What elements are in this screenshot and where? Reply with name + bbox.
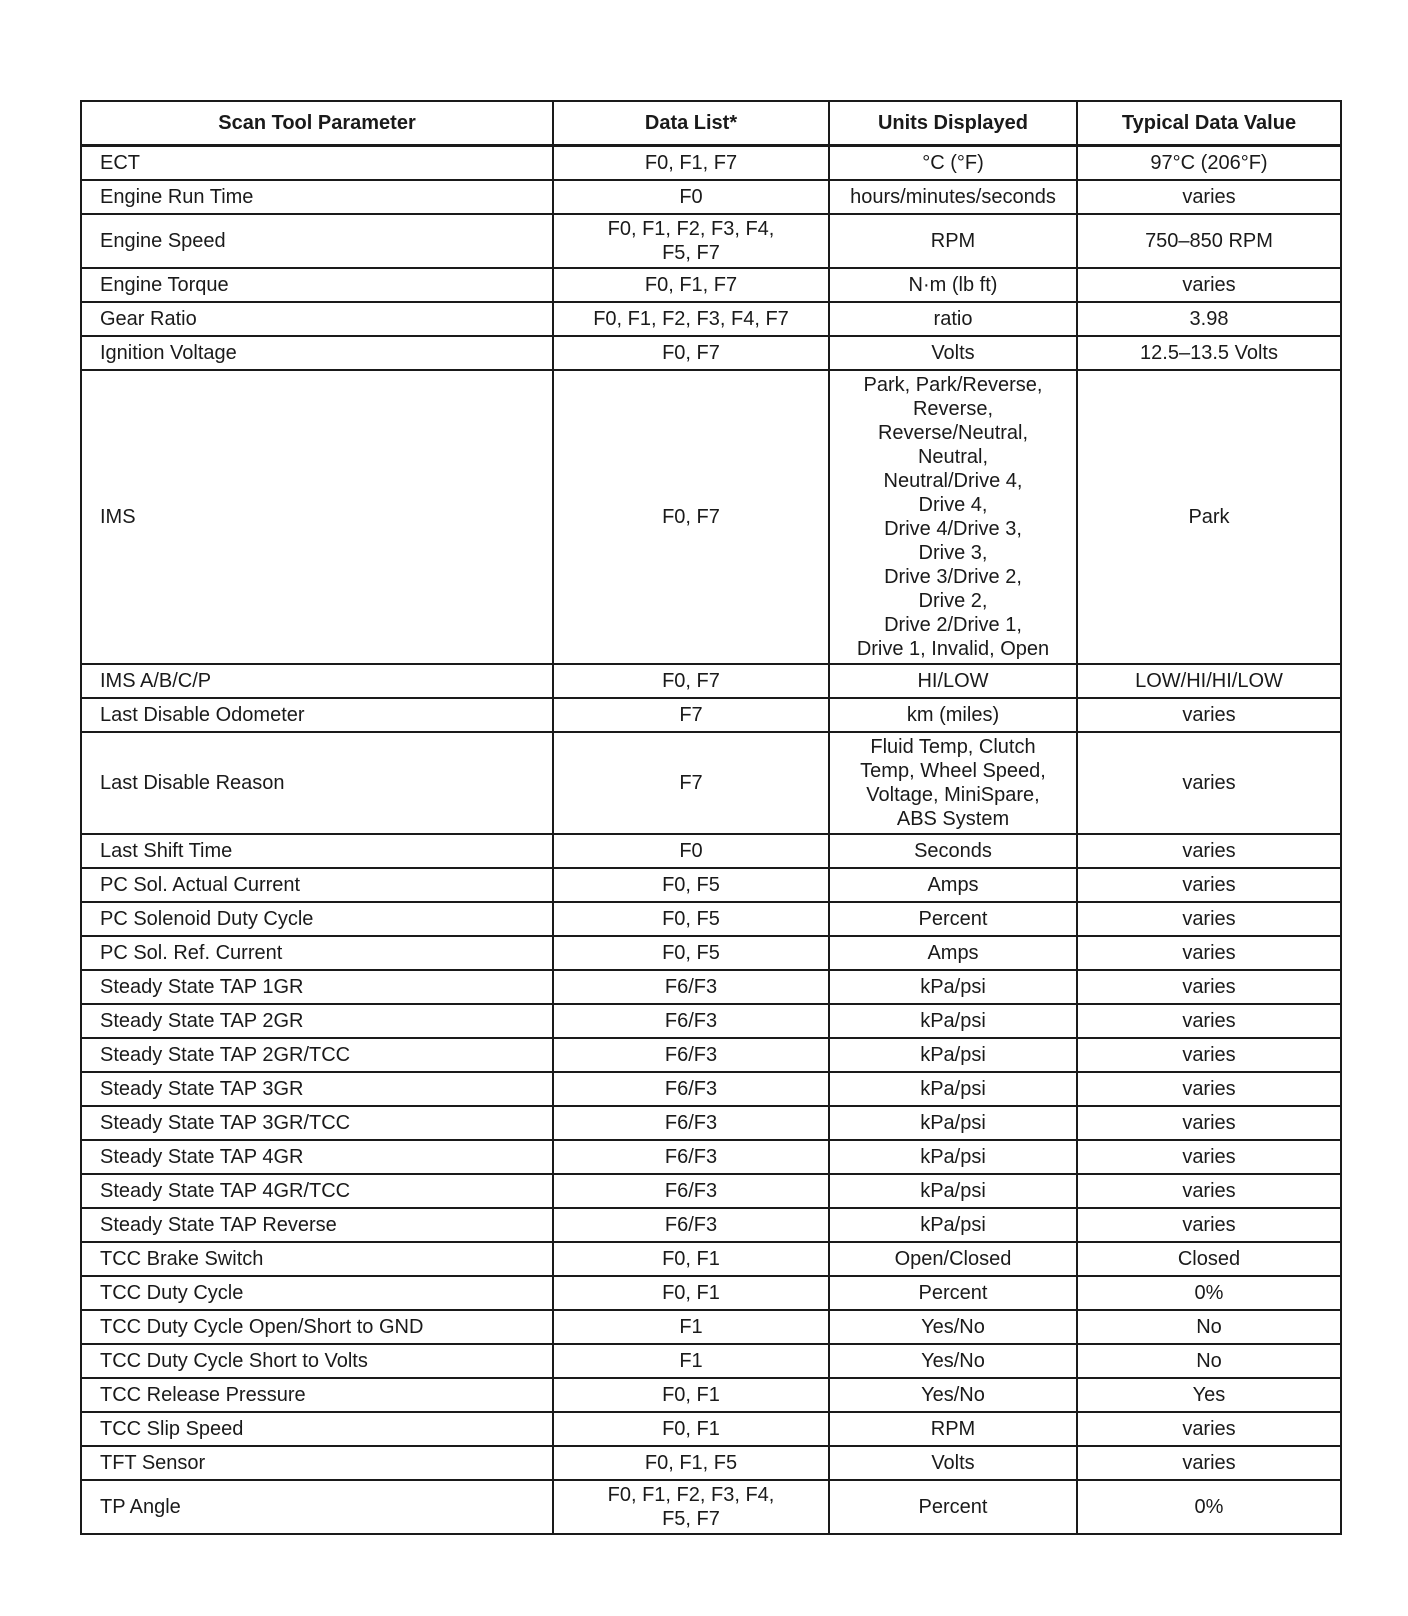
cell-data-list: F7 xyxy=(553,732,829,834)
cell-typical-data-value: varies xyxy=(1077,1412,1341,1446)
cell-scan-tool-parameter: Engine Speed xyxy=(81,214,553,268)
cell-data-list: F0, F1 xyxy=(553,1378,829,1412)
cell-units-displayed: kPa/psi xyxy=(829,1208,1077,1242)
cell-data-list: F0, F5 xyxy=(553,902,829,936)
table-row xyxy=(81,180,1341,214)
cell-data-list: F1 xyxy=(553,1344,829,1378)
cell-data-list: F0, F1 xyxy=(553,1276,829,1310)
cell-scan-tool-parameter: PC Solenoid Duty Cycle xyxy=(81,902,553,936)
table-row xyxy=(81,1038,1341,1072)
cell-units-displayed: ratio xyxy=(829,302,1077,336)
cell-data-list: F0, F1, F7 xyxy=(553,268,829,302)
cell-data-list: F6/F3 xyxy=(553,1038,829,1072)
cell-units-displayed: hours/minutes/seconds xyxy=(829,180,1077,214)
table-row xyxy=(81,1446,1341,1480)
table-row xyxy=(81,146,1341,181)
cell-units-displayed: HI/LOW xyxy=(829,664,1077,698)
table-row xyxy=(81,1208,1341,1242)
cell-data-list: F0, F1, F2, F3, F4, F5, F7 xyxy=(553,214,829,268)
cell-typical-data-value: 0% xyxy=(1077,1276,1341,1310)
cell-typical-data-value: varies xyxy=(1077,180,1341,214)
cell-typical-data-value: varies xyxy=(1077,970,1341,1004)
cell-typical-data-value: varies xyxy=(1077,902,1341,936)
cell-scan-tool-parameter: Last Disable Odometer xyxy=(81,698,553,732)
table-row xyxy=(81,214,1341,268)
table-row xyxy=(81,1276,1341,1310)
cell-typical-data-value: varies xyxy=(1077,1072,1341,1106)
table-body xyxy=(81,146,1341,1535)
cell-units-displayed: Percent xyxy=(829,1276,1077,1310)
cell-scan-tool-parameter: PC Sol. Ref. Current xyxy=(81,936,553,970)
header-row xyxy=(81,101,1341,146)
cell-scan-tool-parameter: Last Shift Time xyxy=(81,834,553,868)
cell-typical-data-value: varies xyxy=(1077,834,1341,868)
table-row xyxy=(81,834,1341,868)
cell-typical-data-value: 3.98 xyxy=(1077,302,1341,336)
cell-data-list: F0, F1 xyxy=(553,1412,829,1446)
cell-units-displayed: Seconds xyxy=(829,834,1077,868)
table-row xyxy=(81,868,1341,902)
cell-units-displayed: kPa/psi xyxy=(829,1038,1077,1072)
cell-scan-tool-parameter: Steady State TAP 3GR/TCC xyxy=(81,1106,553,1140)
cell-typical-data-value: varies xyxy=(1077,732,1341,834)
cell-typical-data-value: Park xyxy=(1077,370,1341,664)
cell-data-list: F0, F1, F2, F3, F4, F7 xyxy=(553,302,829,336)
table-row xyxy=(81,336,1341,370)
cell-units-displayed: km (miles) xyxy=(829,698,1077,732)
cell-data-list: F0, F1 xyxy=(553,1242,829,1276)
cell-scan-tool-parameter: Steady State TAP Reverse xyxy=(81,1208,553,1242)
table-row xyxy=(81,1174,1341,1208)
table-row xyxy=(81,1004,1341,1038)
table-row xyxy=(81,1412,1341,1446)
document-page xyxy=(80,100,1340,1535)
cell-scan-tool-parameter: Gear Ratio xyxy=(81,302,553,336)
cell-units-displayed: Volts xyxy=(829,336,1077,370)
cell-scan-tool-parameter: Last Disable Reason xyxy=(81,732,553,834)
cell-typical-data-value: 750–850 RPM xyxy=(1077,214,1341,268)
cell-typical-data-value: varies xyxy=(1077,698,1341,732)
cell-typical-data-value: Closed xyxy=(1077,1242,1341,1276)
cell-data-list: F0, F5 xyxy=(553,868,829,902)
scan-tool-data-table xyxy=(80,100,1342,1535)
table-row xyxy=(81,1106,1341,1140)
cell-units-displayed: kPa/psi xyxy=(829,1004,1077,1038)
cell-data-list: F0, F5 xyxy=(553,936,829,970)
cell-typical-data-value: 0% xyxy=(1077,1480,1341,1534)
table-row xyxy=(81,664,1341,698)
cell-scan-tool-parameter: TCC Release Pressure xyxy=(81,1378,553,1412)
table-row xyxy=(81,1140,1341,1174)
header-units-displayed: Units Displayed xyxy=(829,101,1077,146)
cell-typical-data-value: varies xyxy=(1077,1446,1341,1480)
table-row xyxy=(81,1480,1341,1534)
cell-data-list: F0, F1, F7 xyxy=(553,146,829,181)
header-data-list: Data List* xyxy=(553,101,829,146)
cell-data-list: F0, F7 xyxy=(553,336,829,370)
cell-units-displayed: RPM xyxy=(829,214,1077,268)
cell-units-displayed: Fluid Temp, Clutch Temp, Wheel Speed, Voltage, MiniSpare, ABS System xyxy=(829,732,1077,834)
cell-units-displayed: Park, Park/Reverse, Reverse, Reverse/Neutral, Neutral, Neutral/Drive 4, Drive 4, Drive 4/Drive 3, Drive 3, Drive 3/Drive 2, Drive 2, Drive 2/Drive 1, Drive 1, Invalid, Open xyxy=(829,370,1077,664)
cell-typical-data-value: varies xyxy=(1077,1106,1341,1140)
cell-typical-data-value: No xyxy=(1077,1310,1341,1344)
table-row xyxy=(81,970,1341,1004)
cell-typical-data-value: No xyxy=(1077,1344,1341,1378)
cell-scan-tool-parameter: Steady State TAP 4GR xyxy=(81,1140,553,1174)
cell-data-list: F1 xyxy=(553,1310,829,1344)
cell-scan-tool-parameter: TFT Sensor xyxy=(81,1446,553,1480)
cell-typical-data-value: varies xyxy=(1077,936,1341,970)
cell-scan-tool-parameter: Engine Run Time xyxy=(81,180,553,214)
cell-units-displayed: Yes/No xyxy=(829,1378,1077,1412)
cell-units-displayed: N·m (lb ft) xyxy=(829,268,1077,302)
table-row xyxy=(81,1310,1341,1344)
cell-units-displayed: kPa/psi xyxy=(829,1140,1077,1174)
cell-data-list: F0, F7 xyxy=(553,664,829,698)
cell-typical-data-value: LOW/HI/HI/LOW xyxy=(1077,664,1341,698)
cell-data-list: F6/F3 xyxy=(553,1004,829,1038)
table-row xyxy=(81,698,1341,732)
table-row xyxy=(81,902,1341,936)
cell-scan-tool-parameter: TCC Brake Switch xyxy=(81,1242,553,1276)
cell-scan-tool-parameter: TCC Duty Cycle Open/Short to GND xyxy=(81,1310,553,1344)
table-row xyxy=(81,268,1341,302)
cell-data-list: F0, F1, F5 xyxy=(553,1446,829,1480)
cell-typical-data-value: varies xyxy=(1077,1140,1341,1174)
cell-units-displayed: kPa/psi xyxy=(829,1174,1077,1208)
cell-units-displayed: Amps xyxy=(829,868,1077,902)
table-row xyxy=(81,370,1341,664)
cell-typical-data-value: varies xyxy=(1077,268,1341,302)
header-scan-tool-parameter: Scan Tool Parameter xyxy=(81,101,553,146)
header-typical-data-value: Typical Data Value xyxy=(1077,101,1341,146)
cell-scan-tool-parameter: Engine Torque xyxy=(81,268,553,302)
cell-units-displayed: Volts xyxy=(829,1446,1077,1480)
table-row xyxy=(81,1378,1341,1412)
cell-typical-data-value: varies xyxy=(1077,1208,1341,1242)
cell-scan-tool-parameter: Steady State TAP 3GR xyxy=(81,1072,553,1106)
cell-scan-tool-parameter: Ignition Voltage xyxy=(81,336,553,370)
cell-data-list: F6/F3 xyxy=(553,1140,829,1174)
table-row xyxy=(81,302,1341,336)
table-row xyxy=(81,1072,1341,1106)
cell-scan-tool-parameter: Steady State TAP 1GR xyxy=(81,970,553,1004)
cell-units-displayed: Percent xyxy=(829,902,1077,936)
cell-units-displayed: Percent xyxy=(829,1480,1077,1534)
cell-data-list: F6/F3 xyxy=(553,970,829,1004)
cell-typical-data-value: varies xyxy=(1077,1004,1341,1038)
cell-data-list: F0, F7 xyxy=(553,370,829,664)
cell-scan-tool-parameter: PC Sol. Actual Current xyxy=(81,868,553,902)
cell-data-list: F6/F3 xyxy=(553,1106,829,1140)
cell-scan-tool-parameter: IMS A/B/C/P xyxy=(81,664,553,698)
cell-units-displayed: kPa/psi xyxy=(829,1106,1077,1140)
cell-units-displayed: kPa/psi xyxy=(829,970,1077,1004)
cell-typical-data-value: varies xyxy=(1077,1038,1341,1072)
cell-typical-data-value: varies xyxy=(1077,1174,1341,1208)
cell-typical-data-value: Yes xyxy=(1077,1378,1341,1412)
cell-units-displayed: Open/Closed xyxy=(829,1242,1077,1276)
cell-scan-tool-parameter: Steady State TAP 2GR xyxy=(81,1004,553,1038)
table-row xyxy=(81,936,1341,970)
cell-data-list: F6/F3 xyxy=(553,1174,829,1208)
cell-units-displayed: °C (°F) xyxy=(829,146,1077,181)
cell-data-list: F7 xyxy=(553,698,829,732)
cell-scan-tool-parameter: IMS xyxy=(81,370,553,664)
cell-units-displayed: Amps xyxy=(829,936,1077,970)
cell-scan-tool-parameter: TCC Duty Cycle Short to Volts xyxy=(81,1344,553,1378)
cell-scan-tool-parameter: ECT xyxy=(81,146,553,181)
cell-scan-tool-parameter: TCC Duty Cycle xyxy=(81,1276,553,1310)
cell-units-displayed: RPM xyxy=(829,1412,1077,1446)
cell-data-list: F0, F1, F2, F3, F4, F5, F7 xyxy=(553,1480,829,1534)
table-header xyxy=(81,101,1341,146)
cell-scan-tool-parameter: TCC Slip Speed xyxy=(81,1412,553,1446)
cell-units-displayed: kPa/psi xyxy=(829,1072,1077,1106)
table-row xyxy=(81,1344,1341,1378)
table-row xyxy=(81,732,1341,834)
cell-data-list: F6/F3 xyxy=(553,1072,829,1106)
cell-data-list: F0 xyxy=(553,834,829,868)
cell-scan-tool-parameter: Steady State TAP 4GR/TCC xyxy=(81,1174,553,1208)
cell-units-displayed: Yes/No xyxy=(829,1310,1077,1344)
cell-typical-data-value: 97°C (206°F) xyxy=(1077,146,1341,181)
cell-typical-data-value: 12.5–13.5 Volts xyxy=(1077,336,1341,370)
table-row xyxy=(81,1242,1341,1276)
cell-typical-data-value: varies xyxy=(1077,868,1341,902)
cell-scan-tool-parameter: Steady State TAP 2GR/TCC xyxy=(81,1038,553,1072)
cell-scan-tool-parameter: TP Angle xyxy=(81,1480,553,1534)
cell-units-displayed: Yes/No xyxy=(829,1344,1077,1378)
cell-data-list: F0 xyxy=(553,180,829,214)
cell-data-list: F6/F3 xyxy=(553,1208,829,1242)
